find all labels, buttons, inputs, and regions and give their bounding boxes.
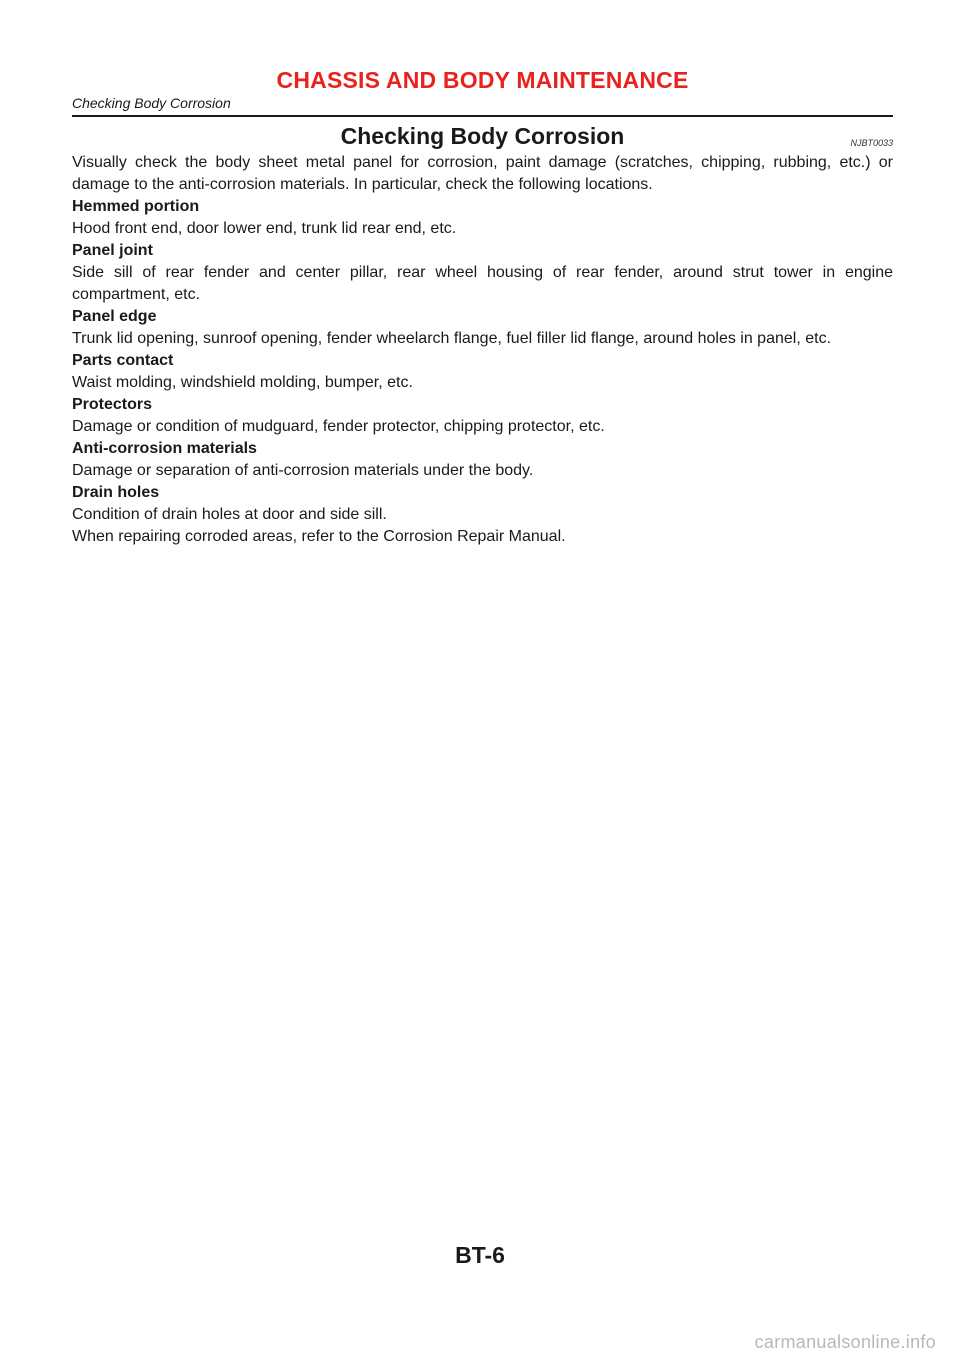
running-section-title: Checking Body Corrosion: [72, 95, 231, 111]
item-text-panel-joint-line-2: compartment, etc.: [72, 286, 201, 303]
section-heading-row: [72, 122, 893, 152]
page-header: [72, 66, 893, 117]
item-text-parts-contact: Waist molding, windshield molding, bumper, etc.: [72, 374, 413, 391]
intro-line-2: damage to the anti-corrosion materials. In particular, check the following locations.: [72, 176, 653, 193]
item-label-panel-edge: Panel edge: [72, 308, 157, 325]
intro-line-1: Visually check the body sheet metal panel for corrosion, paint damage (scratches, chipping, rubbing, etc.) or: [72, 154, 893, 171]
item-text-drain-holes: Condition of drain holes at door and side sill.: [72, 506, 387, 523]
item-text-panel-edge: Trunk lid opening, sunroof opening, fender wheelarch flange, fuel filler lid flange, around holes in panel, etc.: [72, 330, 832, 347]
page-number: BT-6: [455, 1242, 505, 1268]
item-text-panel-joint-line-1: Side sill of rear fender and center pillar, rear wheel housing of rear fender, around strut tower in engine: [72, 264, 893, 281]
item-label-drain-holes: Drain holes: [72, 484, 160, 501]
watermark: carmanualsonline.info: [754, 1332, 936, 1352]
reference-code: NJBT0033: [850, 138, 893, 148]
chapter-title: CHASSIS AND BODY MAINTENANCE: [276, 67, 689, 93]
section-content: [72, 122, 893, 548]
closing-note: When repairing corroded areas, refer to the Corrosion Repair Manual.: [72, 528, 566, 545]
section-heading: Checking Body Corrosion: [340, 123, 625, 149]
item-text-hemmed-portion: Hood front end, door lower end, trunk lid rear end, etc.: [72, 220, 457, 237]
header-divider: [72, 115, 893, 117]
item-text-protectors: Damage or condition of mudguard, fender protector, chipping protector, etc.: [72, 418, 605, 435]
item-label-protectors: Protectors: [72, 396, 153, 413]
item-label-anti-corrosion-materials: Anti-corrosion materials: [72, 440, 257, 457]
item-label-hemmed-portion: Hemmed portion: [72, 198, 200, 215]
item-label-parts-contact: Parts contact: [72, 352, 174, 369]
item-text-anti-corrosion-materials: Damage or separation of anti-corrosion materials under the body.: [72, 462, 534, 479]
item-label-panel-joint: Panel joint: [72, 242, 153, 259]
